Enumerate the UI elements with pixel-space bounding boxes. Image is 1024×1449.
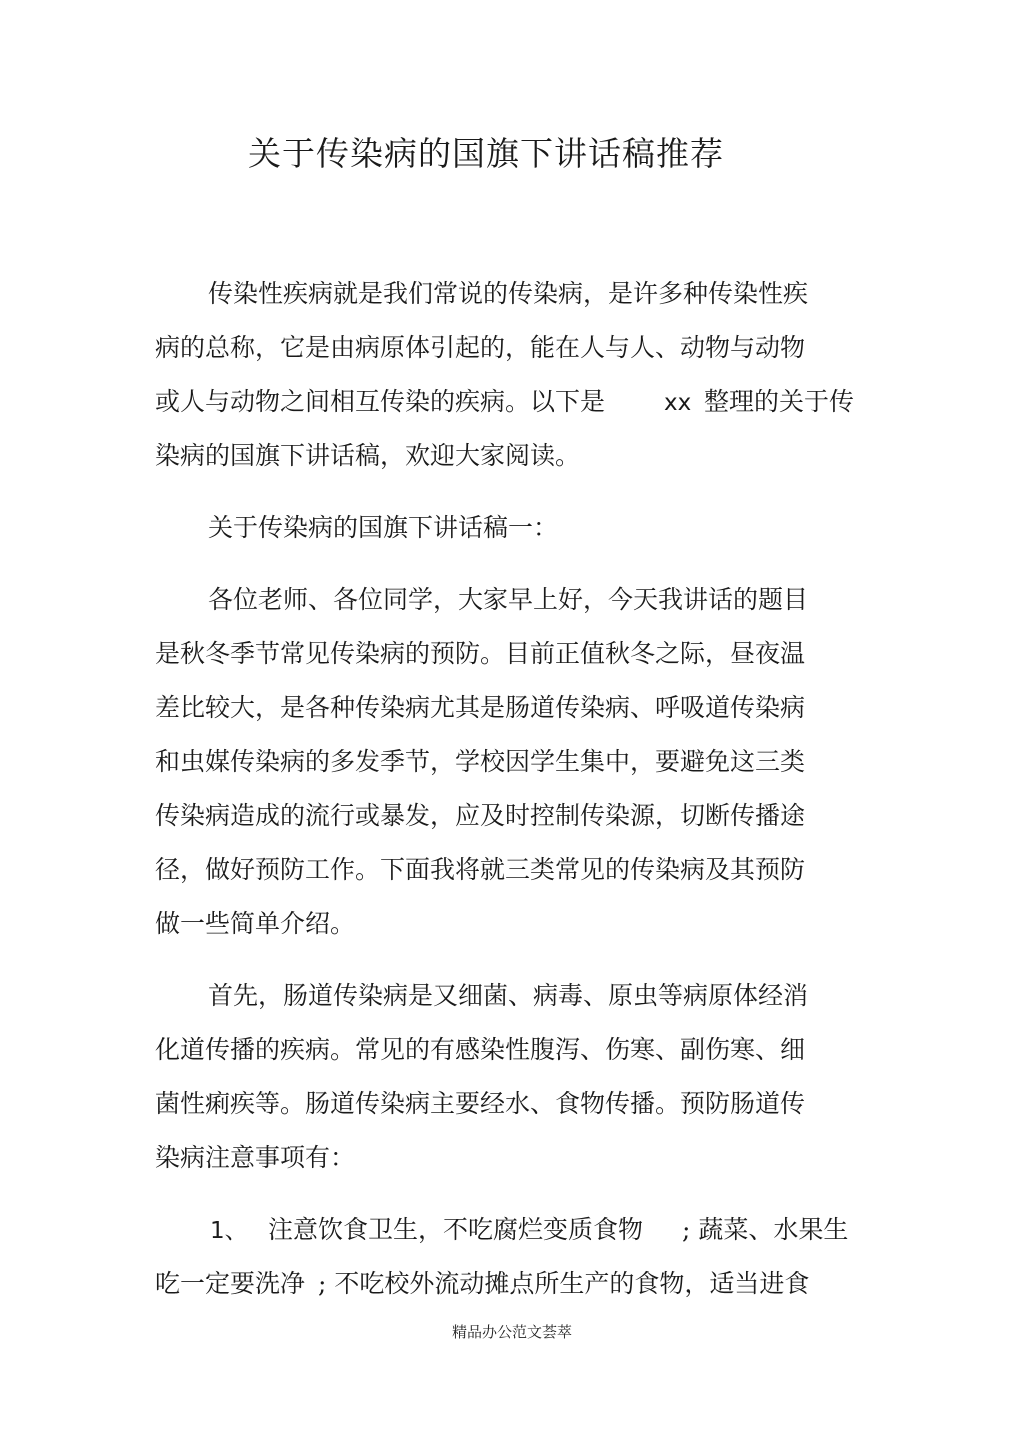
intro-line-1: 传染性疾病就是我们常说的传染病，是许多种传染性疾 bbox=[208, 279, 809, 308]
para1-line-7: 做一些简单介绍。 bbox=[155, 909, 356, 938]
section-heading: 关于传染病的国旗下讲话稿一： bbox=[208, 513, 559, 542]
para2-line-1: 首先，肠道传染病是又细菌、病毒、原虫等病原体经消 bbox=[208, 981, 809, 1010]
intro-line-3-part-c: 整理的关于传 bbox=[704, 387, 855, 416]
para1-line-6: 径，做好预防工作。下面我将就三类常见的传染病及其预防 bbox=[155, 855, 806, 884]
item1-line-2-part-b: ; 不吃校外流动摊点所生产的食物，适当进食 bbox=[318, 1269, 810, 1298]
para1-line-3: 差比较大，是各种传染病尤其是肠道传染病、呼吸道传染病 bbox=[155, 693, 806, 722]
page-footer: 精品办公范文荟萃 bbox=[451, 1323, 572, 1341]
para2-line-3: 菌性痢疾等。肠道传染病主要经水、食物传播。预防肠道传 bbox=[155, 1089, 806, 1118]
item1-line-1-part-a: 注意饮食卫生，不吃腐烂变质食物 bbox=[268, 1215, 644, 1244]
para2-line-2: 化道传播的疾病。常见的有感染性腹泻、伤寒、副伤寒、细 bbox=[155, 1035, 806, 1064]
intro-line-2: 病的总称，它是由病原体引起的，能在人与人、动物与动物 bbox=[155, 333, 806, 362]
intro-line-3 bbox=[155, 382, 605, 422]
item1-number: 1、 bbox=[210, 1218, 248, 1244]
para2-line-4: 染病注意事项有： bbox=[155, 1143, 356, 1172]
document-title: 关于传染病的国旗下讲话稿推荐 bbox=[248, 134, 724, 173]
para1-line-5: 传染病造成的流行或暴发，应及时控制传染源，切断传播途 bbox=[155, 801, 806, 830]
para1-line-4: 和虫媒传染病的多发季节，学校因学生集中，要避免这三类 bbox=[155, 747, 806, 776]
item1-line-2-part-a: 吃一定要洗净 bbox=[155, 1269, 306, 1298]
para1-line-1: 各位老师、各位同学，大家早上好，今天我讲话的题目 bbox=[208, 585, 809, 614]
para1-line-2: 是秋冬季节常见传染病的预防。目前正值秋冬之际，昼夜温 bbox=[155, 639, 806, 668]
item1-line-1-part-b: ; 蔬菜、水果生 bbox=[682, 1215, 849, 1244]
intro-xx-placeholder: xx bbox=[664, 390, 692, 416]
intro-line-3-part-a: 或人与动物之间相互传染的疾病。以下是 bbox=[155, 387, 606, 416]
intro-line-4: 染病的国旗下讲话稿，欢迎大家阅读。 bbox=[155, 441, 581, 470]
